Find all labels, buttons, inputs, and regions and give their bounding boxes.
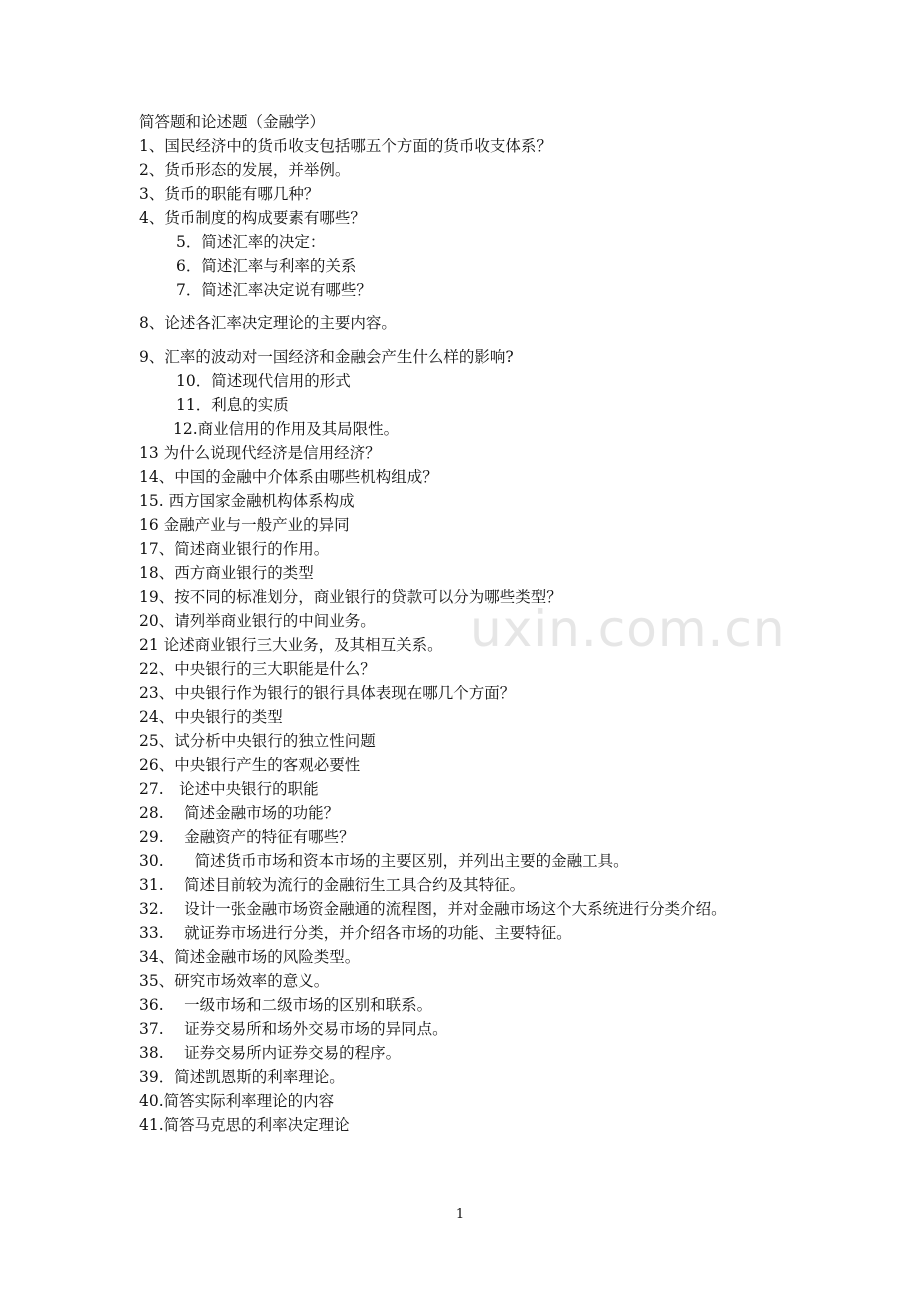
question-item: 10．简述现代信用的形式	[176, 372, 351, 390]
question-item: 34、简述金融市场的风险类型。	[139, 948, 361, 966]
question-item: 36. 一级市场和二级市场的区别和联系。	[139, 996, 433, 1014]
question-item: 11．利息的实质	[176, 396, 289, 414]
question-item: 33. 就证券市场进行分类，并介绍各市场的功能、主要特征。	[139, 924, 572, 942]
question-item: 20、请列举商业银行的中间业务。	[139, 612, 376, 630]
document-body	[139, 110, 799, 1137]
question-item: 9、汇率的波动对一国经济和金融会产生什么样的影响?	[139, 348, 514, 366]
question-item: 25、试分析中央银行的独立性问题	[139, 732, 376, 750]
question-item: 15. 西方国家金融机构体系构成	[139, 492, 355, 510]
question-item: 18、西方商业银行的类型	[139, 564, 314, 582]
question-item: 12.商业信用的作用及其局限性。	[173, 420, 400, 438]
question-item: 22、中央银行的三大职能是什么？	[139, 660, 376, 678]
question-item: 13 为什么说现代经济是信用经济？	[139, 444, 381, 462]
question-item: 35、研究市场效率的意义。	[139, 972, 330, 990]
question-item: 2、货币形态的发展，并举例。	[139, 161, 351, 179]
question-item: 30. 简述货币市场和资本市场的主要区别，并列出主要的金融工具。	[139, 852, 629, 870]
page-number: 1	[455, 1207, 465, 1222]
question-item: 27. 论述中央银行的职能	[139, 780, 319, 798]
question-item: 21 论述商业银行三大业务，及其相互关系。	[139, 636, 443, 654]
question-item: 6．简述汇率与利率的关系	[176, 257, 357, 275]
question-item: 7．简述汇率决定说有哪些？	[176, 281, 372, 299]
question-item: 29. 金融资产的特征有哪些？	[139, 828, 355, 846]
question-item: 8、论述各汇率决定理论的主要内容。	[139, 314, 397, 332]
question-item: 31. 简述目前较为流行的金融衍生工具合约及其特征。	[139, 876, 526, 894]
question-item: 39．简述凯恩斯的利率理论。	[139, 1068, 345, 1086]
question-item: 19、按不同的标准划分，商业银行的贷款可以分为哪些类型？	[139, 588, 562, 606]
question-item: 26、中央银行产生的客观必要性	[139, 756, 361, 774]
question-item: 37. 证券交易所和场外交易市场的异同点。	[139, 1020, 448, 1038]
question-item: 32. 设计一张金融市场资金融通的流程图，并对金融市场这个大系统进行分类介绍。	[139, 900, 727, 918]
question-item: 17、简述商业银行的作用。	[139, 540, 330, 558]
question-item: 14、中国的金融中介体系由哪些机构组成？	[139, 468, 438, 486]
question-item: 28. 简述金融市场的功能？	[139, 804, 340, 822]
question-item: 4、货币制度的构成要素有哪些？	[139, 209, 366, 227]
question-item: 1、国民经济中的货币收支包括哪五个方面的货币收支体系？	[139, 137, 552, 155]
question-item: 5．简述汇率的决定：	[176, 233, 326, 251]
question-item: 38. 证券交易所内证券交易的程序。	[139, 1044, 402, 1062]
question-item: 23、中央银行作为银行的银行具体表现在哪几个方面？	[139, 684, 516, 702]
document-title: 简答题和论述题（金融学）	[139, 113, 326, 131]
question-item: 16 金融产业与一般产业的异同	[139, 516, 350, 534]
question-item: 41.简答马克思的利率决定理论	[139, 1116, 350, 1134]
watermark: uxin.com.cn	[470, 600, 786, 658]
question-item: 24、中央银行的类型	[139, 708, 283, 726]
question-item: 40.简答实际利率理论的内容	[139, 1092, 335, 1110]
question-item: 3、货币的职能有哪几种？	[139, 185, 320, 203]
